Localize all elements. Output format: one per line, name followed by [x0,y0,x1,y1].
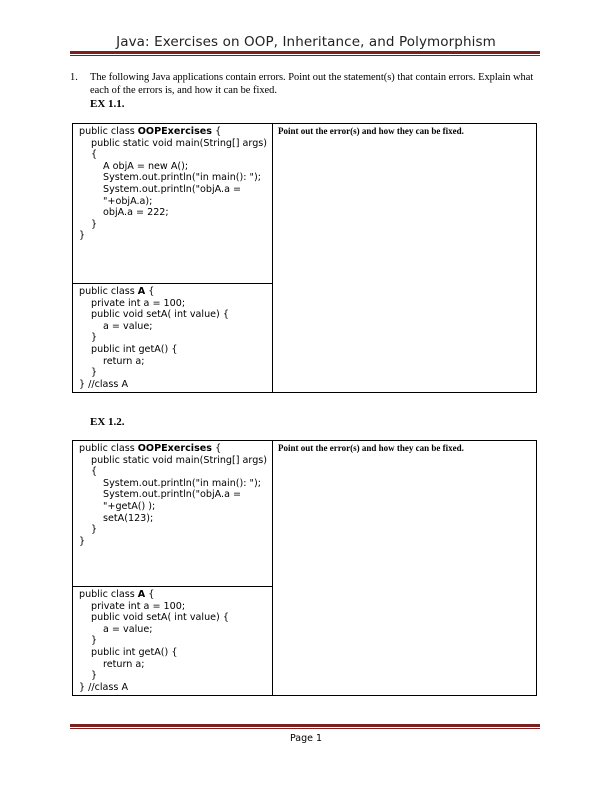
class-name: OOPExercises [137,443,213,454]
code-line [79,612,272,624]
code-line [79,589,272,601]
exercise-table [72,123,537,393]
code-text: private int a = 100; [91,600,186,612]
answer-cell[interactable] [273,441,537,696]
page-header-title: Java: Exercises on OOP, Inheritance, and Polymorphism [116,34,496,50]
code-text: { [212,443,222,454]
code-line [79,624,272,636]
code-text: public class [79,286,138,297]
code-line [79,138,272,161]
code-line [79,478,272,490]
code-text: a = value; [103,320,153,332]
class-name: A [137,589,146,600]
question-number: 1. [70,72,78,83]
code-line [79,172,272,184]
code-line [79,207,272,219]
main-class-code [73,124,273,284]
code-line [79,443,272,455]
code-text: System.out.println("objA.a = "+objA.a); [103,183,245,207]
code-text: public int getA() { [91,343,178,355]
code-line [79,219,272,231]
code-text: public static void main(String[] args) { [91,454,271,478]
code-text: } [79,230,86,242]
code-line [79,161,272,173]
code-text: public static void main(String[] args) { [91,137,271,161]
code-text: { [145,589,155,600]
code-text: } [91,524,98,536]
code-text: } [91,332,98,344]
code-line [79,332,272,344]
code-line [79,670,272,682]
exercise-label: EX 1.1. [90,98,125,110]
answer-cell[interactable] [273,124,537,393]
class-a-code [73,587,273,696]
code-text: A objA = new A(); [103,160,189,172]
code-text: { [145,286,155,297]
exercise-table [72,440,537,696]
code-line [79,601,272,613]
code-line [79,286,272,298]
code-text: System.out.println("objA.a = "+getA() ); [103,489,245,512]
code-line [79,635,272,647]
code-line [79,379,272,391]
code-line [79,489,272,512]
code-text: return a; [103,355,145,367]
code-line [79,309,272,321]
code-line [79,455,272,478]
code-text: private int a = 100; [91,297,186,309]
header-rule [70,51,540,56]
code-text: } [79,535,86,547]
footer-rule [70,724,540,729]
code-line [79,184,272,207]
code-line [79,356,272,368]
code-text: setA(123); [103,512,154,524]
code-line [79,536,272,548]
code-text: public void setA( int value) { [91,309,229,321]
code-text: public class [79,126,138,137]
code-text: public void setA( int value) { [91,612,229,624]
class-a-code [73,284,273,393]
code-text: public class [79,443,138,454]
code-line [79,126,272,138]
code-line [79,298,272,310]
code-text: System.out.println("in main(): "); [103,477,261,489]
code-line [79,647,272,659]
code-text: System.out.println("in main(): "); [103,172,261,184]
code-line [79,659,272,671]
page-number: Page 1 [289,733,323,744]
question-1 [70,71,540,97]
code-line [79,513,272,525]
code-text: } //class A [79,681,129,693]
code-text: } [91,367,98,379]
code-line [79,321,272,333]
question-text: The following Java applications contain errors. Point out the statement(s) that contain errors. Explain what each of the errors is, and how it can be fixed. [90,72,534,96]
code-text: objA.a = 222; [103,207,169,219]
class-name: A [137,286,146,297]
answer-prompt: Point out the error(s) and how they can be fixed. [278,443,464,453]
code-line [79,230,272,242]
code-text: } [91,635,98,647]
code-text: public class [79,589,138,600]
code-text: } [91,670,98,682]
code-text: } [91,218,98,230]
code-text: public int getA() { [91,646,178,658]
code-line [79,682,272,694]
code-text: } //class A [79,378,129,390]
code-text: return a; [103,658,145,670]
code-line [79,367,272,379]
code-line [79,344,272,356]
main-class-code [73,441,273,587]
code-line [79,524,272,536]
answer-prompt: Point out the error(s) and how they can be fixed. [278,126,464,136]
code-text: { [212,126,222,137]
code-text: a = value; [103,623,153,635]
class-name: OOPExercises [137,126,213,137]
exercise-label: EX 1.2. [90,416,125,428]
